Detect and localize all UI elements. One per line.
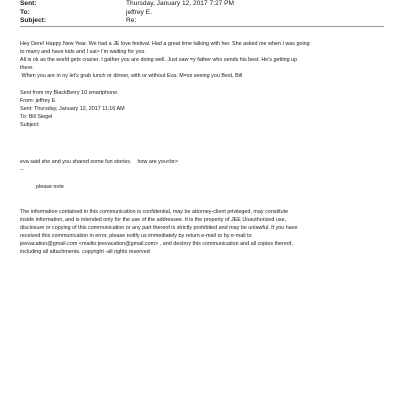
subject-label: Subject: — [20, 17, 47, 24]
header-divider — [20, 26, 384, 27]
subject-value: Re: — [126, 17, 137, 24]
disclaimer-line: inside information, and is intended only for the use of the addressee. It is the property of JEE Unauthorized use, — [20, 217, 287, 223]
quoted-line: Sent: Thursday, January 12, 2017 11:16 AM — [20, 106, 125, 112]
disclaimer-line: including all attachments. copyright -all rights reserved — [20, 249, 150, 255]
body-line: When you are in ny let's grab lunch or dinner, with or without Eva. M=ss seeing you Best, Bill — [20, 73, 243, 79]
quoted-dashes: -- — [20, 167, 24, 173]
sent-label: Sent: — [20, 0, 37, 7]
sent-value: Thursday, January 12, 2017 7:27 PM — [126, 0, 235, 7]
body-line: to marry and have kids and I sai> I'm waiting for you. — [20, 49, 146, 55]
body-line: All is ok as the world gets crazier. I gather you are doing well. Just saw =y father who sends his best. He's getting up — [20, 57, 298, 63]
body-line: there. — [20, 65, 34, 71]
to-value: jeffrey E. — [126, 9, 152, 16]
disclaimer-line: disclosure or copying of this communication or any part thereof is strictly prohibited and may be unlawful. If you have — [20, 225, 298, 231]
quoted-line: Subject: — [20, 122, 40, 128]
disclaimer-line: The information contained in this communication is confidential, may be attorney-client privileged, may constitute — [20, 209, 289, 215]
quoted-message: eva said she and you shared some fun stories. how are you<br> — [20, 159, 178, 165]
quoted-line: To: Bill Siegel — [20, 114, 53, 120]
quoted-line: From: jeffrey E. — [20, 98, 57, 104]
disclaimer-line: received this communication in error, please notify us immediately by return e-mail or by e-mail to — [20, 233, 252, 239]
quoted-line: Sent from my BlackBerry 10 smartphone. — [20, 90, 119, 96]
please-note: please note — [36, 184, 64, 190]
disclaimer-line: jeevacation@gmail.com <mailto:jeevacation@gmail.com> , and destroy this communication and all copies thereof, — [20, 241, 293, 247]
to-label: To: — [20, 9, 30, 16]
body-line: Hey Dere! Happy New Year. We had a JE love festival. Had a great time talking with her. She asked me when I was going — [20, 41, 310, 47]
